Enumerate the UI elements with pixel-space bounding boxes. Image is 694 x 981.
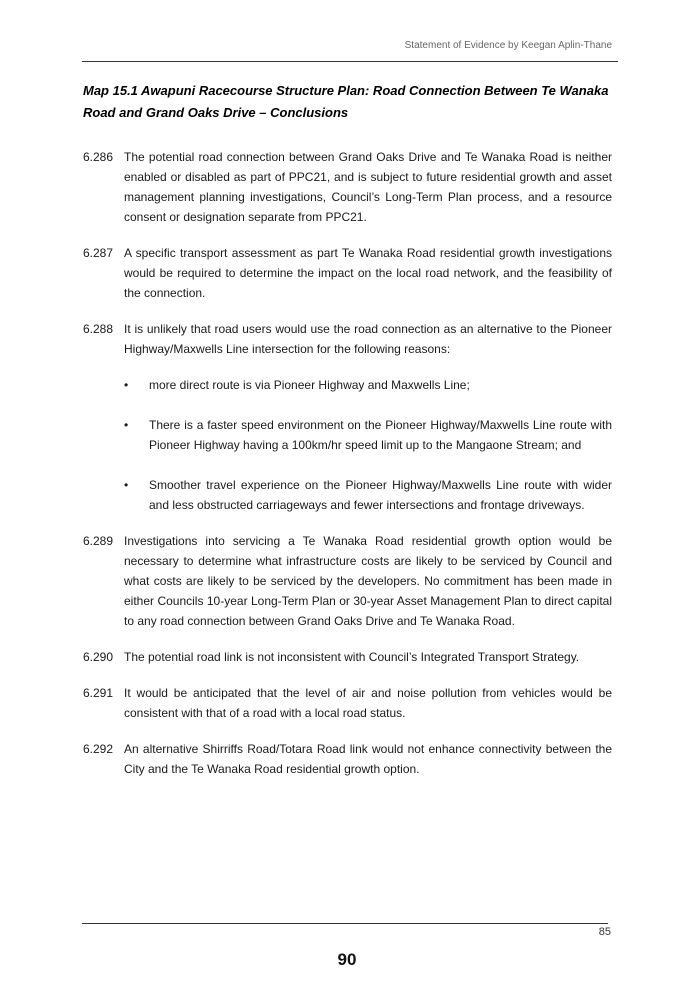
paragraph-text: It is unlikely that road users would use the road connection as an alternative to the Pioneer Highway/Maxwells Line intersection for the following reasons: [124, 322, 612, 356]
paragraph-6-289 [83, 531, 612, 631]
paragraph-6-287 [83, 243, 612, 303]
running-header: Statement of Evidence by Keegan Aplin-Thane [404, 40, 612, 51]
bullet-icon: • [124, 478, 129, 492]
paragraph-text: The potential road connection between Grand Oaks Drive and Te Wanaka Road is neither enabled or disabled as part of PPC21, and is subject to future residential growth and asset management planning investigations, Council’s Long-Term Plan process, and a resource consent or designation separate from PPC21. [124, 150, 612, 224]
bullet-icon: • [124, 378, 129, 392]
section-heading: Map 15.1 Awapuni Racecourse Structure Plan: Road Connection Between Te Wanaka Road and Grand Oaks Drive – Conclusions [83, 83, 609, 120]
paragraph-text: Investigations into servicing a Te Wanaka Road residential growth option would be necessary to determine what infrastructure costs are likely to be serviced by Council and what costs are likely to be serviced by the developers. No commitment has been made in either Councils 10-year Long-Term Plan or 30-year Asset Management Plan to direct capital to any road connection between Grand Oaks Drive and Te Wanaka Road. [124, 534, 612, 628]
list-item-text: more direct route is via Pioneer Highway and Maxwells Line; [149, 378, 470, 392]
paragraph-text: A specific transport assessment as part Te Wanaka Road residential growth investigations would be required to determine the impact on the local road network, and the feasibility of the connection. [124, 246, 612, 300]
paragraph-6-288 [83, 319, 612, 515]
header-divider [82, 61, 618, 62]
paragraph-number: 6.288 [83, 322, 114, 336]
list-item [124, 375, 612, 395]
reasons-list [124, 375, 612, 515]
paragraph-body [124, 319, 612, 515]
bullet-icon: • [124, 418, 129, 432]
paragraph-number: 6.286 [83, 150, 114, 164]
paragraph-6-290 [83, 647, 612, 667]
paragraph-text: The potential road link is not inconsistent with Council’s Integrated Transport Strategy. [124, 650, 580, 664]
paragraph-text: It would be anticipated that the level of air and noise pollution from vehicles would be consistent with that of a road with a local road status. [124, 686, 612, 720]
paragraph-number: 6.287 [83, 246, 114, 260]
paragraph-number: 6.292 [83, 742, 114, 756]
paragraph-number: 6.291 [83, 686, 114, 700]
paragraph-6-286 [83, 147, 612, 227]
list-item [124, 475, 612, 515]
paragraph-number: 6.289 [83, 534, 114, 548]
footer-divider [82, 923, 608, 924]
paragraph-6-291 [83, 683, 612, 723]
list-item [124, 415, 612, 455]
page-number: 85 [598, 926, 611, 938]
document-body [83, 147, 612, 795]
list-item-text: Smoother travel experience on the Pioneer Highway/Maxwells Line route with wider and less obstructed carriageways and fewer intersections and frontage driveways. [149, 478, 612, 512]
paragraph-text: An alternative Shirriffs Road/Totara Road link would not enhance connectivity between the City and the Te Wanaka Road residential growth option. [124, 742, 612, 776]
paragraph-6-292 [83, 739, 612, 779]
bundle-page-number: 90 [337, 950, 357, 969]
list-item-text: There is a faster speed environment on the Pioneer Highway/Maxwells Line route with Pioneer Highway having a 100km/hr speed limit up to the Mangaone Stream; and [149, 418, 612, 452]
paragraph-number: 6.290 [83, 650, 114, 664]
